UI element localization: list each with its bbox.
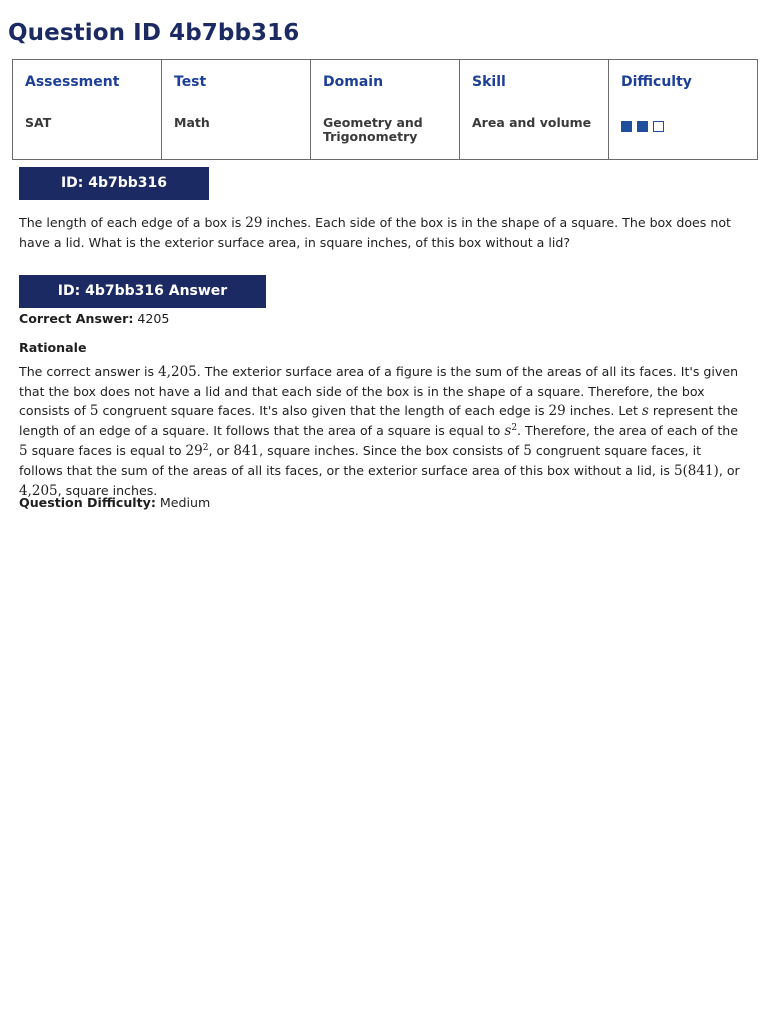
- rationale-text-part: square faces is equal to: [27, 443, 186, 458]
- meta-header-test: Test: [174, 74, 207, 90]
- math-value: 4,205: [158, 364, 197, 380]
- question-difficulty-value: Medium: [155, 495, 211, 510]
- meta-cell-skill: [460, 60, 609, 160]
- rationale-text-part: , or: [718, 463, 740, 478]
- correct-answer-line: [19, 311, 169, 326]
- rationale-text-part: congruent square faces, it follows that the sum of the areas of all its faces, or the exterior surface area of this box without a lid, is: [19, 443, 702, 478]
- difficulty-indicator: [621, 121, 745, 132]
- rationale-text-part: The correct answer is: [19, 364, 159, 379]
- question-id-banner: ID: 4b7bb316: [19, 167, 209, 200]
- math-value: 5(841): [673, 463, 719, 479]
- question-difficulty-line: [19, 495, 210, 510]
- question-text: [19, 213, 745, 252]
- meta-header-domain: Domain: [323, 74, 384, 90]
- answer-id-banner: ID: 4b7bb316 Answer: [19, 275, 266, 308]
- correct-answer-value: 4205: [133, 311, 170, 326]
- correct-answer-label: Correct Answer:: [19, 311, 134, 326]
- rationale-text-part: , square inches.: [57, 483, 158, 498]
- math-value: 5: [523, 443, 532, 459]
- meta-cell-test: [162, 60, 311, 160]
- meta-header-difficulty: Difficulty: [621, 74, 692, 90]
- rationale-text-part: , or: [208, 443, 234, 458]
- meta-value-skill: Area and volume: [472, 115, 592, 130]
- question-text-part: The length of each edge of a box is: [19, 215, 246, 230]
- difficulty-square-filled: [621, 121, 632, 132]
- meta-value-domain: Geometry and Trigonometry: [323, 115, 423, 144]
- math-value: 29: [185, 443, 203, 459]
- meta-cell-difficulty: [609, 60, 758, 160]
- difficulty-square-empty: [653, 121, 664, 132]
- rationale-text-part: . Therefore, the area of each of the: [517, 423, 739, 438]
- meta-header-skill: Skill: [472, 74, 506, 90]
- math-value: 5: [19, 443, 28, 459]
- rationale-text-part: . The exterior surface area of a figure is the sum of the areas of all its faces. It's given that the box does not have a lid and that each side of the box is in the shape of a square. Therefore, the box consists of: [19, 364, 739, 418]
- meta-header-assessment: Assessment: [25, 74, 120, 90]
- question-metadata-table: [12, 59, 758, 160]
- rationale-text-part: represent the length of an edge of a square. It follows that the area of a square is equal to: [19, 403, 739, 438]
- question-text-part: inches. Each side of the box is in the shape of a square. The box does not have a lid. What is the exterior surface area, in square inches, of this box without a lid?: [19, 215, 731, 250]
- math-value: 841: [233, 443, 260, 459]
- rationale-text-part: , square inches. Since the box consists of: [259, 443, 524, 458]
- rationale-text-part: congruent square faces. It's also given that the length of each edge is: [98, 403, 549, 418]
- rationale-heading: Rationale: [19, 340, 87, 355]
- meta-cell-assessment: [13, 60, 162, 160]
- page-title: Question ID 4b7bb316: [8, 20, 300, 46]
- math-value: 29: [245, 215, 263, 231]
- math-value: 4,205: [19, 483, 58, 499]
- difficulty-square-filled: [637, 121, 648, 132]
- rationale-text-part: inches. Let: [565, 403, 642, 418]
- math-exponent: 2: [511, 423, 518, 433]
- meta-cell-domain: [311, 60, 460, 160]
- meta-value-assessment: SAT: [25, 115, 52, 130]
- math-variable: s: [641, 403, 649, 419]
- math-exponent: 2: [202, 443, 209, 453]
- meta-value-test: Math: [174, 115, 210, 130]
- math-value: 29: [548, 403, 566, 419]
- math-value: 5: [89, 403, 99, 419]
- rationale-text: [19, 362, 745, 501]
- question-difficulty-label: Question Difficulty:: [19, 495, 156, 510]
- math-variable: s: [504, 423, 512, 439]
